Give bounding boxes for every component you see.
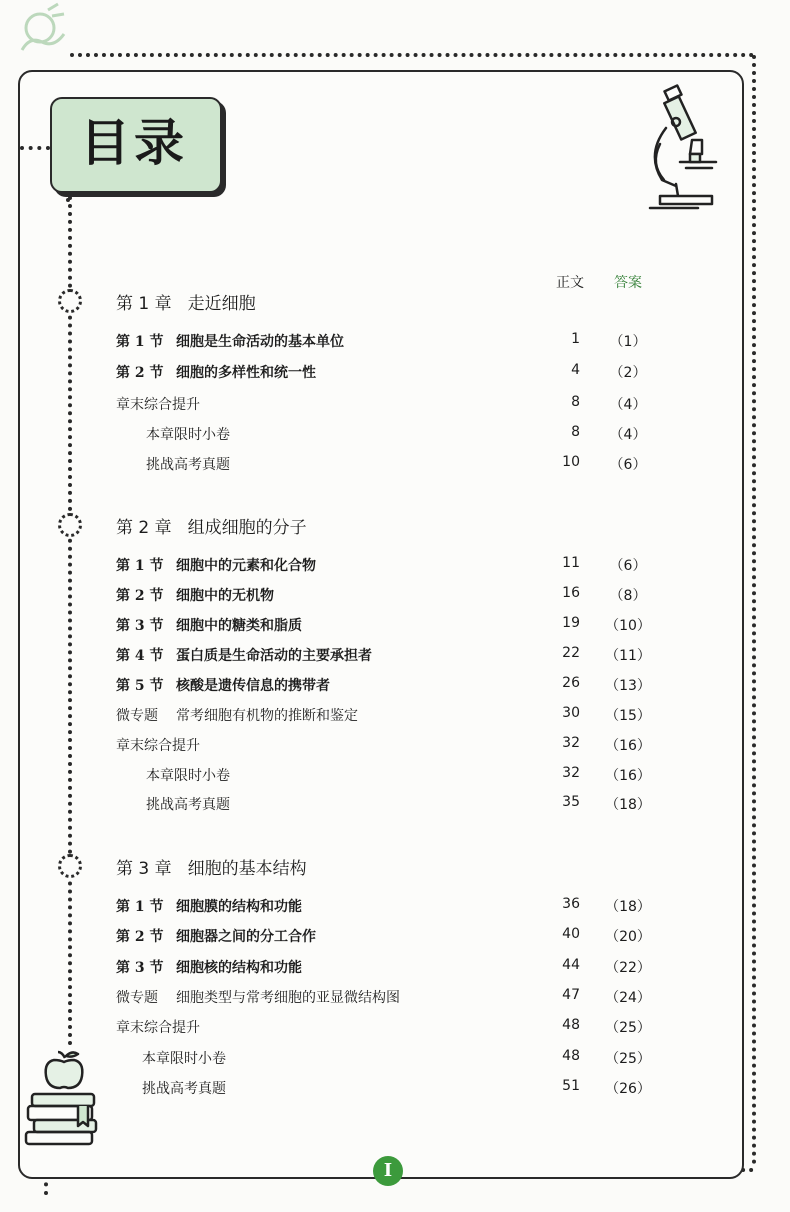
entry-page: 10 [562, 454, 580, 470]
chapter-marker-icon [58, 854, 82, 878]
entry-page: 16 [562, 585, 580, 601]
entry-name: 章末综合提升 [116, 397, 200, 413]
toc-entry[interactable] [116, 555, 316, 575]
entry-label: 第 4 节 [116, 648, 164, 664]
entry-answer-page: （11） [605, 648, 651, 664]
entry-answer-page: （2） [609, 365, 647, 381]
chapter-name: 细胞的基本结构 [187, 859, 307, 879]
entry-answer-page: （18） [605, 899, 651, 915]
entry-name: 蛋白质是生命活动的主要承担者 [176, 648, 372, 664]
entry-page: 48 [562, 1048, 580, 1064]
entry-name: 细胞中的糖类和脂质 [176, 618, 302, 634]
entry-page: 8 [571, 424, 580, 440]
chapter-label: 第 3 章 [116, 859, 172, 879]
right-dotted-rule [752, 55, 756, 1165]
entry-page: 35 [562, 794, 580, 810]
entry-answer-page: （25） [605, 1020, 651, 1036]
entry-page: 40 [562, 926, 580, 942]
entry-answer-page: （24） [605, 990, 651, 1006]
entry-name: 常考细胞有机物的推断和鉴定 [176, 708, 358, 724]
toc-entry[interactable] [116, 585, 274, 605]
entry-page: 32 [562, 735, 580, 751]
entry-label: 第 2 节 [116, 929, 164, 945]
toc-entry[interactable] [116, 735, 200, 755]
toc-entry[interactable] [116, 362, 316, 382]
toc-entry[interactable] [116, 987, 400, 1007]
entry-label: 第 2 节 [116, 365, 164, 381]
toc-entry[interactable] [146, 794, 230, 814]
entry-name: 本章限时小卷 [142, 1051, 226, 1067]
entry-answer-page: （8） [609, 588, 647, 604]
column-header-page: 正文 [556, 275, 584, 291]
entry-answer-page: （16） [605, 768, 651, 784]
toc-entry[interactable] [146, 454, 230, 474]
chapter-marker-icon [58, 513, 82, 537]
entry-answer-page: （22） [605, 960, 651, 976]
entry-name: 细胞核的结构和功能 [176, 960, 302, 976]
toc-entry[interactable] [116, 394, 200, 414]
entry-answer-page: （4） [609, 397, 647, 413]
entry-name: 细胞膜的结构和功能 [176, 899, 302, 915]
top-dotted-rule [70, 53, 754, 57]
entry-answer-page: （25） [605, 1051, 651, 1067]
entry-page: 51 [562, 1078, 580, 1094]
entry-page: 26 [562, 675, 580, 691]
chapter-name: 组成细胞的分子 [187, 518, 307, 538]
chapter-heading[interactable] [116, 289, 256, 314]
entry-label: 第 1 节 [116, 558, 164, 574]
entry-name: 细胞的多样性和统一性 [176, 365, 316, 381]
entry-name: 细胞中的无机物 [176, 588, 274, 604]
toc-entry[interactable] [116, 896, 302, 916]
apple-books-icon [24, 1048, 104, 1148]
entry-answer-page: （10） [605, 618, 651, 634]
entry-answer-page: （13） [605, 678, 651, 694]
column-header-answer: 答案 [614, 275, 642, 291]
entry-page: 22 [562, 645, 580, 661]
entry-name: 挑战高考真题 [142, 1081, 226, 1097]
entry-name: 挑战高考真题 [146, 457, 230, 473]
toc-entry[interactable] [116, 926, 316, 946]
corner-ornament-icon [8, 0, 78, 60]
entry-page: 4 [571, 362, 580, 378]
entry-page: 47 [562, 987, 580, 1003]
toc-entry[interactable] [142, 1078, 226, 1098]
chapter-label: 第 2 章 [116, 518, 172, 538]
entry-page: 32 [562, 765, 580, 781]
entry-name: 章末综合提升 [116, 1020, 200, 1036]
entry-answer-page: （20） [605, 929, 651, 945]
microscope-icon [636, 84, 726, 214]
page-title: 目录 [80, 114, 188, 172]
entry-name: 细胞器之间的分工合作 [176, 929, 316, 945]
entry-name: 挑战高考真题 [146, 797, 230, 813]
entry-name: 本章限时小卷 [146, 768, 230, 784]
toc-entry[interactable] [116, 705, 358, 725]
entry-name: 本章限时小卷 [146, 427, 230, 443]
toc-entry[interactable] [142, 1048, 226, 1068]
chapter-name: 走近细胞 [187, 294, 256, 314]
entry-name: 细胞中的元素和化合物 [176, 558, 316, 574]
toc-entry[interactable] [116, 675, 330, 695]
entry-label: 第 3 节 [116, 960, 164, 976]
entry-label: 第 3 节 [116, 618, 164, 634]
entry-answer-page: （1） [609, 334, 647, 350]
entry-label: 第 1 节 [116, 334, 164, 350]
title-connector [20, 146, 50, 150]
entry-label: 微专题 [116, 708, 158, 724]
entry-name: 细胞是生命活动的基本单位 [176, 334, 344, 350]
entry-page: 8 [571, 394, 580, 410]
entry-label: 第 2 节 [116, 588, 164, 604]
entry-page: 19 [562, 615, 580, 631]
entry-answer-page: （6） [609, 457, 647, 473]
toc-entry[interactable] [116, 1017, 200, 1037]
entry-page: 30 [562, 705, 580, 721]
entry-answer-page: （18） [605, 797, 651, 813]
toc-entry[interactable] [146, 765, 230, 785]
entry-label: 第 5 节 [116, 678, 164, 694]
entry-name: 章末综合提升 [116, 738, 200, 754]
entry-label: 微专题 [116, 990, 158, 1006]
toc-entry[interactable] [116, 331, 344, 351]
entry-answer-page: （26） [605, 1081, 651, 1097]
page-number: I [373, 1156, 403, 1186]
entry-name: 核酸是遗传信息的携带者 [176, 678, 330, 694]
toc-entry[interactable] [146, 424, 230, 444]
entry-page: 11 [562, 555, 580, 571]
toc-entry[interactable] [116, 957, 302, 977]
entry-name: 细胞类型与常考细胞的亚显微结构图 [176, 990, 400, 1006]
entry-label: 第 1 节 [116, 899, 164, 915]
toc-entry[interactable] [116, 615, 302, 635]
entry-page: 36 [562, 896, 580, 912]
chapter-heading[interactable] [116, 854, 307, 879]
toc-entry[interactable] [116, 645, 372, 665]
entry-answer-page: （16） [605, 738, 651, 754]
chapter-heading[interactable] [116, 513, 307, 538]
entry-page: 44 [562, 957, 580, 973]
entry-page: 1 [571, 331, 580, 347]
chapter-label: 第 1 章 [116, 294, 172, 314]
entry-answer-page: （4） [609, 427, 647, 443]
chapter-marker-icon [58, 289, 82, 313]
timeline-spine [68, 196, 72, 1046]
entry-page: 48 [562, 1017, 580, 1033]
entry-answer-page: （15） [605, 708, 651, 724]
entry-answer-page: （6） [609, 558, 647, 574]
